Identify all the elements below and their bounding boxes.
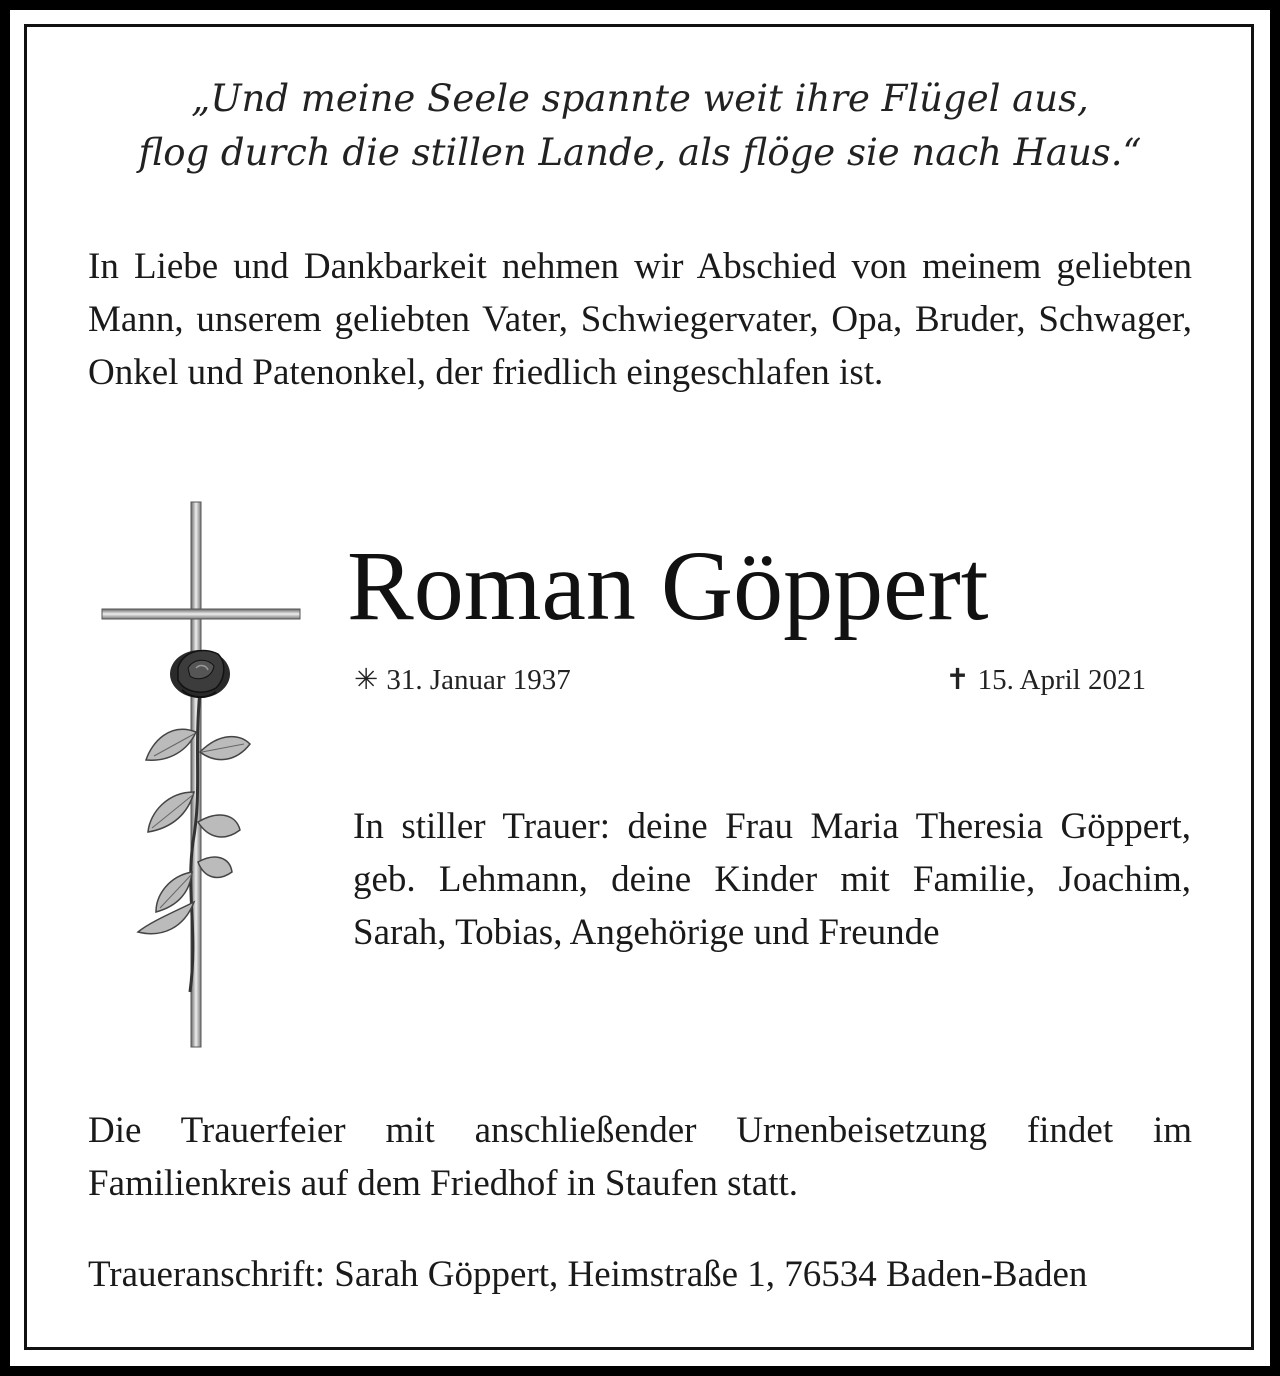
obituary-notice xyxy=(10,10,1270,1366)
death-cross-icon: ✝ xyxy=(945,664,970,696)
mourning-address: Traueranschrift: Sarah Göppert, Heimstraße 1, 76534 Baden-Baden xyxy=(88,1254,1088,1295)
birth-date xyxy=(354,660,571,700)
deceased-name: Roman Göppert xyxy=(347,530,989,641)
poem-quote xyxy=(10,72,1270,180)
life-dates xyxy=(354,660,1146,700)
ceremony-paragraph: Die Trauerfeier mit anschließender Urnenbeisetzung findet im Familienkreis auf dem Friedhof in Staufen statt. xyxy=(88,1110,1192,1204)
death-date-text: 15. April 2021 xyxy=(977,664,1146,696)
mourners-paragraph: In stiller Trauer: deine Frau Maria Theresia Göppert, geb. Lehmann, deine Kinder mit Familie, Joachim, Sarah, Tobias, Angehörige und Freunde xyxy=(353,806,1191,953)
cross-with-rose-icon xyxy=(90,492,310,1052)
death-date xyxy=(945,660,1146,700)
quote-line-2: flog durch die stillen Lande, als flöge sie nach Haus.“ xyxy=(138,131,1142,174)
birth-date-text: 31. Januar 1937 xyxy=(386,664,571,696)
quote-line-1: „Und meine Seele spannte weit ihre Flügel aus, xyxy=(191,77,1089,120)
intro-paragraph: In Liebe und Dankbarkeit nehmen wir Abschied von meinem geliebten Mann, unserem geliebten Vater, Schwiegervater, Opa, Bruder, Schwager, Onkel und Patenonkel, der friedlich eingeschlafen ist. xyxy=(88,246,1192,393)
birth-star-icon: ✳ xyxy=(354,664,379,696)
